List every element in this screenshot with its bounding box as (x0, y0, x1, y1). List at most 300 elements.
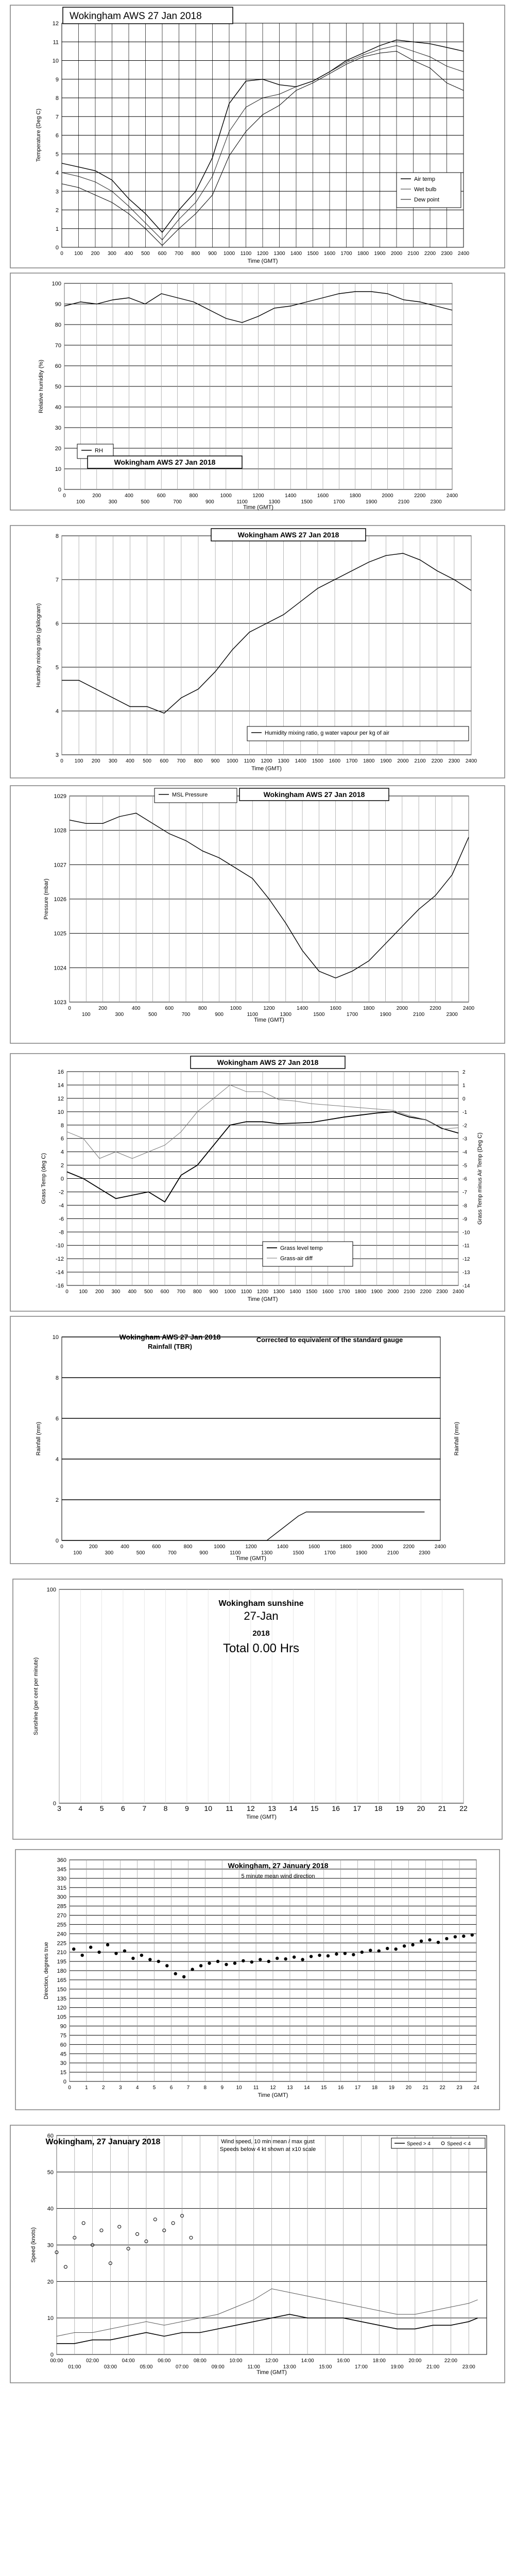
data-point (394, 1947, 397, 1951)
x-tick-label: 5 (99, 1804, 104, 1812)
right-axis (454, 1422, 460, 1455)
x-axis-label: Time (GMT) (243, 504, 273, 511)
chart-total: Total 0.00 Hrs (222, 1641, 300, 1655)
y-tick-label: 1029 (54, 793, 66, 800)
x-tick-label: 5 (152, 2085, 156, 2091)
legend-label: Grass level temp (280, 1245, 323, 1251)
y2-tick-label: -10 (462, 1230, 470, 1236)
y-tick-label: 20 (55, 446, 61, 452)
y-tick-label: 225 (57, 1940, 66, 1947)
chart-subtitle: 5 minute mean wind direction (241, 1873, 315, 1879)
x-tick-label: 500 (136, 1550, 145, 1556)
y2-tick-label: -2 (462, 1123, 467, 1129)
data-point (123, 1950, 126, 1953)
y-tick-label: 80 (55, 322, 61, 328)
data-point (250, 1960, 253, 1963)
y-tick-label: 2 (55, 1497, 59, 1503)
x-tick-label: 9 (184, 1804, 189, 1812)
y-tick-label: -8 (59, 1229, 64, 1236)
data-point (293, 1956, 296, 1959)
y2-tick-label: -11 (462, 1243, 470, 1249)
x-tick-label: 4 (135, 2085, 139, 2091)
x-axis-label: Time (GMT) (246, 1814, 277, 1820)
x-tick-label: 1400 (277, 1544, 288, 1550)
chart-title: Wokingham AWS 27 Jan 2018 (263, 790, 365, 799)
x-tick-label: 600 (160, 1289, 169, 1295)
x-tick-label: 10:00 (229, 2358, 243, 2364)
x-tick-label: 1400 (289, 1289, 301, 1295)
y-tick-label: 6 (55, 621, 59, 627)
y-tick-label: 345 (57, 1866, 66, 1873)
y2-tick-label: -4 (462, 1149, 467, 1156)
y-tick-label: 60 (55, 363, 61, 369)
data-point (318, 1954, 321, 1957)
x-tick-label: 1400 (285, 493, 297, 499)
x-tick-label: 400 (121, 1544, 129, 1550)
x-tick-label: 1900 (366, 499, 377, 505)
x-tick-label: 20:00 (408, 2358, 422, 2364)
x-tick-label: 200 (98, 1006, 107, 1011)
y2-tick-label: -13 (462, 1270, 470, 1276)
data-point (165, 1964, 168, 1967)
x-tick-label: 2200 (403, 1544, 415, 1550)
x-tick-label: 2200 (431, 758, 443, 764)
x-tick-label: 600 (158, 251, 167, 257)
x-tick-label: 0 (60, 251, 63, 257)
x-tick-label: 300 (108, 499, 117, 505)
x-tick-label: 1300 (273, 1289, 285, 1295)
x-tick-label: 14 (289, 1804, 298, 1812)
y-tick-label: 6 (55, 132, 59, 139)
x-tick-label: 2200 (414, 493, 426, 499)
x-tick-label: 1200 (245, 1544, 257, 1550)
x-tick-label: 11 (253, 2085, 259, 2091)
x-tick-label: 8 (163, 1804, 168, 1812)
x-tick-label: 14:00 (301, 2358, 314, 2364)
x-tick-label: 2000 (390, 251, 403, 257)
x-tick-label: 200 (91, 758, 100, 764)
y-tick-label: 1 (55, 226, 59, 232)
x-tick-label: 300 (115, 1012, 124, 1018)
y-tick-label: 0 (63, 2079, 66, 2085)
y-tick-label: 210 (57, 1950, 66, 1956)
y-tick-label: 7 (55, 577, 59, 583)
data-point (310, 1955, 313, 1958)
x-tick-label: 400 (131, 1006, 141, 1011)
chart-title-box (88, 456, 242, 468)
y-axis-label: Pressure (mbar) (43, 878, 49, 920)
x-tick-label: 300 (111, 1289, 121, 1295)
x-tick-label: 1700 (324, 1550, 336, 1556)
y-tick-label: 10 (52, 1334, 59, 1341)
x-tick-label: 800 (189, 493, 198, 499)
x-tick-label: 500 (141, 251, 150, 257)
x-tick-label: 2000 (397, 758, 409, 764)
data-point (335, 1953, 338, 1956)
y-tick-label: -2 (59, 1189, 64, 1196)
x-tick-label: 700 (168, 1550, 177, 1556)
x-tick-label: 12 (247, 1804, 255, 1812)
x-tick-label: 4 (78, 1804, 83, 1812)
y-tick-label: 4 (55, 170, 59, 176)
x-tick-label: 24 (473, 2085, 479, 2091)
data-point (114, 1952, 117, 1955)
x-tick-label: 300 (105, 1550, 114, 1556)
x-tick-label: 1500 (301, 499, 313, 505)
data-point (106, 1943, 109, 1946)
y-tick-label: 50 (47, 2169, 54, 2176)
x-axis-label: Time (GMT) (256, 2369, 287, 2376)
chart-title: Wokingham AWS 27 Jan 2018 (70, 11, 202, 22)
x-tick-label: 1 (85, 2085, 88, 2091)
x-tick-label: 12:00 (265, 2358, 279, 2364)
x-tick-label: 10 (236, 2085, 242, 2091)
x-tick-label: 08:00 (193, 2358, 207, 2364)
y-tick-label: 15 (60, 2070, 66, 2076)
y-tick-label: 11 (53, 39, 59, 46)
chart-title-box (239, 788, 389, 801)
y-tick-label: -16 (56, 1283, 64, 1289)
y2-tick-label: 2 (462, 1070, 466, 1075)
y-tick-label: 10 (52, 58, 59, 64)
x-tick-label: 1500 (312, 758, 323, 764)
y-tick-label: 5 (55, 151, 59, 158)
y-tick-label: 40 (47, 2206, 54, 2212)
y-tick-label: 1026 (54, 896, 66, 903)
x-tick-label: 01:00 (68, 2364, 81, 2370)
x-tick-label: 2300 (436, 1289, 448, 1295)
x-tick-label: 2400 (446, 493, 458, 499)
y-tick-label: 240 (57, 1931, 66, 1938)
x-tick-label: 1100 (244, 758, 255, 764)
y-axis-label: Grass Temp (deg C) (41, 1153, 47, 1204)
x-tick-label: 1200 (252, 493, 264, 499)
x-tick-label: 06:00 (158, 2358, 171, 2364)
x-tick-label: 13:00 (283, 2364, 296, 2370)
x-tick-label: 21 (438, 1804, 447, 1812)
x-tick-label: 200 (91, 251, 100, 257)
x-tick-label: 16 (332, 1804, 340, 1812)
data-point (420, 1939, 423, 1942)
legend-box (391, 2138, 485, 2148)
x-tick-label: 20 (405, 2085, 411, 2091)
x-tick-label: 7 (142, 1804, 147, 1812)
y-tick-label: 3 (55, 189, 59, 195)
x-tick-label: 100 (74, 251, 83, 257)
x-tick-label: 0 (68, 1006, 71, 1011)
y-tick-label: 360 (57, 1857, 66, 1863)
x-tick-label: 200 (92, 493, 101, 499)
x-tick-label: 2400 (452, 1289, 465, 1295)
x-tick-label: 22 (459, 1804, 468, 1812)
x-tick-label: 100 (73, 1550, 82, 1556)
x-tick-label: 15:00 (319, 2364, 332, 2370)
x-tick-label: 700 (177, 758, 186, 764)
y-tick-label: 0 (60, 1176, 64, 1182)
y2-axis-label: Rainfall (mm) (454, 1421, 460, 1456)
x-tick-label: 19 (396, 1804, 404, 1812)
data-point (216, 1960, 219, 1963)
data-point (377, 1950, 381, 1953)
x-tick-label: 1800 (340, 1544, 352, 1550)
x-tick-label: 1700 (340, 251, 352, 257)
legend (263, 1242, 353, 1266)
legend-label: Wet bulb (414, 187, 437, 193)
x-tick-label: 1000 (227, 758, 238, 764)
x-tick-label: 6 (121, 1804, 125, 1812)
x-tick-label: 1300 (280, 1012, 291, 1018)
y-tick-label: 7 (55, 114, 59, 121)
x-tick-label: 1600 (317, 493, 329, 499)
chart-title: Wokingham, 27 January 2018 (45, 2138, 161, 2146)
x-tick-label: 500 (141, 499, 150, 505)
x-tick-label: 1000 (230, 1006, 242, 1011)
chart-subtitle: Rainfall (TBR) (148, 1343, 192, 1350)
chart-subtitle: Wind speed, 10 min mean / max gust (221, 2139, 315, 2145)
legend-label: Grass-air diff (280, 1256, 313, 1262)
x-tick-label: 1800 (357, 251, 369, 257)
x-tick-label: 02:00 (86, 2358, 99, 2364)
x-tick-label: 2300 (446, 1012, 458, 1018)
x-tick-label: 600 (165, 1006, 174, 1011)
x-tick-label: 2400 (462, 1006, 475, 1011)
y-tick-label: 70 (55, 343, 61, 349)
y-tick-label: 4 (60, 1149, 64, 1156)
x-tick-label: 1500 (305, 1289, 318, 1295)
chart-note: Speeds below 4 kt shown at x10 scale (219, 2146, 316, 2153)
legend (391, 2138, 485, 2148)
y-tick-label: 165 (57, 1977, 66, 1984)
x-tick-label: 1700 (338, 1289, 350, 1295)
x-tick-label: 7 (186, 2085, 190, 2091)
y-tick-label: 75 (60, 2032, 66, 2039)
x-tick-label: 17:00 (354, 2364, 368, 2370)
x-tick-label: 1300 (268, 499, 280, 505)
x-axis-label: Time (GMT) (247, 1296, 278, 1302)
x-tick-label: 800 (193, 1289, 202, 1295)
y-tick-label: 6 (55, 1416, 59, 1422)
y-tick-label: 30 (55, 425, 61, 431)
x-tick-label: 2400 (465, 758, 477, 764)
y2-tick-label: -6 (462, 1176, 467, 1182)
data-point (454, 1935, 457, 1938)
x-tick-label: 17 (353, 1804, 362, 1812)
x-tick-label: 1100 (241, 1289, 252, 1295)
x-axis-label: Time (GMT) (236, 1555, 266, 1562)
y-tick-label: 255 (57, 1922, 66, 1928)
y-tick-label: 12 (52, 21, 59, 27)
x-tick-label: 16 (338, 2085, 344, 2091)
y-tick-label: 0 (55, 1538, 59, 1544)
y-tick-label: 1027 (54, 862, 66, 869)
chart-date: 27-Jan (244, 1609, 279, 1622)
y-tick-label: 5 (55, 665, 59, 671)
y-tick-label: 14 (57, 1082, 64, 1089)
y-tick-label: 195 (57, 1959, 66, 1965)
y-tick-label: 315 (57, 1885, 66, 1891)
data-point (72, 1947, 75, 1951)
x-tick-label: 800 (198, 1006, 207, 1011)
x-tick-label: 1500 (313, 1012, 325, 1018)
y2-axis-label: Grass Temp minus Air Temp (Deg C) (477, 1132, 483, 1225)
grass-axes (41, 1069, 465, 1302)
x-tick-label: 2400 (434, 1544, 447, 1550)
data-point (344, 1952, 347, 1955)
y-tick-label: 6 (60, 1136, 64, 1142)
y-tick-label: 10 (55, 466, 61, 472)
x-tick-label: 9 (220, 2085, 224, 2091)
y-tick-label: 150 (57, 1986, 66, 1993)
x-tick-label: 1800 (363, 1006, 375, 1011)
x-tick-label: 0 (68, 2085, 71, 2091)
x-tick-label: 0 (60, 1544, 63, 1550)
y-tick-label: 0 (58, 487, 61, 493)
x-tick-label: 04:00 (122, 2358, 135, 2364)
x-tick-label: 1200 (261, 758, 272, 764)
x-tick-label: 05:00 (140, 2364, 153, 2370)
x-tick-label: 500 (148, 1012, 157, 1018)
y-tick-label: 120 (57, 2005, 66, 2011)
x-tick-label: 3 (118, 2085, 122, 2091)
data-point (191, 1968, 194, 1971)
legend-label: Dew point (414, 197, 439, 203)
y-axis-label: Relative humidity (%) (38, 360, 44, 413)
x-tick-label: 18 (371, 2085, 378, 2091)
x-tick-label: 1700 (333, 499, 345, 505)
data-point (284, 1957, 287, 1960)
x-tick-label: 1300 (261, 1550, 273, 1556)
x-tick-label: 15 (311, 1804, 319, 1812)
x-tick-label: 2300 (441, 251, 453, 257)
y-axis-label: Humidity mixing ratio (g/kilogram) (36, 603, 42, 688)
x-tick-label: 11:00 (247, 2364, 260, 2370)
data-point (225, 1963, 228, 1966)
x-tick-label: 900 (208, 251, 217, 257)
x-tick-label: 1000 (223, 251, 235, 257)
y-tick-label: 8 (60, 1122, 64, 1129)
y-tick-label: 60 (60, 2042, 66, 2048)
x-tick-label: 1900 (355, 1550, 367, 1556)
x-tick-label: 1600 (308, 1544, 320, 1550)
y-tick-label: -10 (56, 1243, 64, 1249)
x-tick-label: 700 (177, 1289, 186, 1295)
chart-title: Wokingham AWS 27 Jan 2018 (217, 1058, 319, 1066)
data-point (267, 1960, 270, 1963)
y2-tick-label: -12 (462, 1257, 470, 1263)
x-tick-label: 1100 (236, 499, 248, 505)
x-tick-label: 900 (199, 1550, 208, 1556)
y-tick-label: 8 (55, 533, 59, 539)
x-tick-label: 400 (124, 251, 133, 257)
y-tick-label: -4 (59, 1202, 64, 1209)
y2-tick-label: -9 (462, 1216, 467, 1223)
x-tick-label: 2100 (387, 1550, 399, 1556)
x-tick-label: 1600 (329, 758, 341, 764)
x-tick-label: 1500 (307, 251, 319, 257)
x-tick-label: 1500 (293, 1550, 304, 1556)
legend-label: MSL Pressure (172, 792, 208, 798)
x-tick-label: 700 (181, 1012, 191, 1018)
x-tick-label: 2300 (448, 758, 460, 764)
x-tick-label: 1900 (380, 1012, 391, 1018)
y-tick-label: 105 (57, 2014, 66, 2021)
x-tick-label: 900 (205, 499, 214, 505)
x-tick-label: 2300 (430, 499, 442, 505)
x-tick-label: 2200 (424, 251, 436, 257)
x-tick-label: 900 (209, 1289, 218, 1295)
y2-tick-label: -7 (462, 1190, 467, 1196)
y-tick-label: 330 (57, 1875, 66, 1882)
x-tick-label: 700 (173, 499, 182, 505)
x-tick-label: 400 (125, 493, 133, 499)
data-point (360, 1951, 364, 1954)
data-point (411, 1943, 414, 1946)
x-tick-label: 800 (191, 251, 200, 257)
x-tick-label: 00:00 (50, 2358, 63, 2364)
x-tick-label: 1300 (273, 251, 285, 257)
y2-tick-label: 0 (462, 1096, 466, 1102)
data-point (182, 1975, 185, 1978)
data-point (437, 1941, 440, 1944)
y-tick-label: 90 (55, 301, 61, 308)
y-tick-label: 4 (55, 708, 59, 715)
data-point (80, 1954, 83, 1957)
chart-title-box (191, 1056, 345, 1069)
x-tick-label: 600 (152, 1544, 161, 1550)
chart-title: Wokingham AWS 27 Jan 2018 (114, 458, 216, 466)
x-tick-label: 2000 (382, 493, 393, 499)
x-tick-label: 0 (63, 493, 66, 499)
x-tick-label: 1000 (214, 1544, 226, 1550)
data-point (148, 1958, 151, 1961)
chart-year: 2018 (252, 1629, 270, 1638)
x-tick-label: 2 (102, 2085, 105, 2091)
pres-axes (43, 793, 475, 1023)
y-tick-label: 20 (47, 2279, 54, 2285)
y-tick-label: 0 (55, 245, 59, 251)
y-tick-label: 9 (55, 76, 59, 83)
x-tick-label: 1700 (346, 1012, 358, 1018)
x-tick-label: 1600 (330, 1006, 341, 1011)
y-axis-label: Sunshine (per cent per minute) (33, 1657, 39, 1736)
x-tick-label: 1200 (263, 1006, 275, 1011)
x-tick-label: 17 (355, 2085, 361, 2091)
x-tick-label: 23 (456, 2085, 462, 2091)
x-tick-label: 22 (439, 2085, 445, 2091)
plot-area (62, 1337, 440, 1540)
x-tick-label: 2000 (387, 1289, 399, 1295)
x-tick-label: 2400 (457, 251, 470, 257)
x-tick-label: 11 (226, 1804, 233, 1812)
y-tick-label: 30 (60, 2060, 66, 2067)
y-tick-label: 10 (57, 1109, 64, 1115)
y2-tick-label: -5 (462, 1163, 467, 1169)
data-point (242, 1959, 245, 1962)
x-tick-label: 2200 (430, 1006, 441, 1011)
chart-title: Wokingham AWS 27 Jan 2018 (119, 1333, 221, 1341)
x-tick-label: 0 (65, 1289, 68, 1295)
x-tick-label: 2200 (420, 1289, 432, 1295)
x-tick-label: 1900 (380, 758, 392, 764)
x-tick-label: 13 (268, 1804, 276, 1812)
x-tick-label: 0 (60, 758, 63, 764)
y-tick-label: 0 (50, 2352, 54, 2358)
data-point (301, 1958, 304, 1961)
chart-title-box (63, 7, 233, 24)
x-tick-label: 1800 (354, 1289, 367, 1295)
y-tick-label: 1023 (54, 999, 66, 1006)
legend-label: Speed < 4 (447, 2141, 471, 2147)
